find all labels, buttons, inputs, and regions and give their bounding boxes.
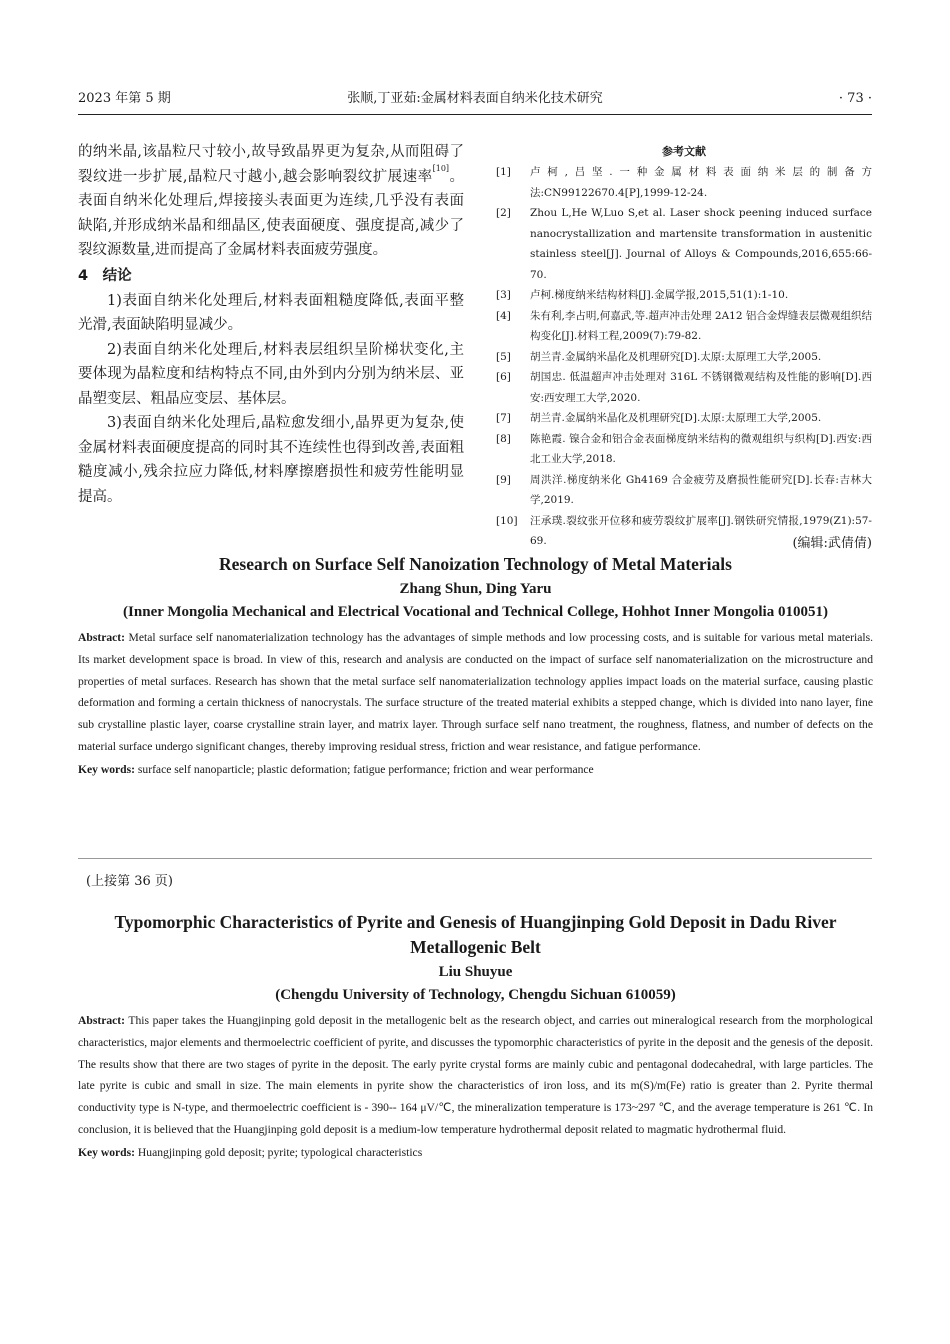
reference-item: [7] 胡兰青.金属纳米晶化及机理研究[D].太原:太原理工大学,2005. [496, 412, 822, 424]
conclusion-1: 1)表面自纳米化处理后,材料表面粗糙度降低,表面平整光滑,表面缺陷明显减少。 [78, 292, 464, 333]
references-column [496, 144, 872, 554]
reference-item: [10] 汪承璞.裂纹张开位移和疲劳裂纹扩展率[J].钢铁研究情报,1979(Z1):57-69. [496, 514, 872, 547]
paper-title-en: Typomorphic Characteristics of Pyrite and Genesis of Huangjinping Gold Deposit in Dadu River Metallogenic Belt [114, 912, 837, 957]
conclusion-2: 2)表面自纳米化处理后,材料表层组织呈阶梯状变化,主要体现为晶粒度和结构特点不同,由外到内分别为纳米层、亚晶塑变层、粗晶应变层、基体层。 [78, 341, 464, 407]
paper-affiliation-en: (Chengdu University of Technology, Chengdu Sichuan 610059) [275, 987, 676, 1003]
abstract-en: Abstract: This paper takes the Huangjinping gold deposit in the metallogenic belt as the research object, and carries out mineralogical research from the morphological characteristics, major elements and thermoelectric coefficient of pyrite, and discusses the typomorphic characteristics of pyrite in the deposit and the genesis of the deposit. The results show that there are two stages of pyrite in the deposit. The early pyrite crystal forms are mainly cubic and pentagonal dodecahedral, with large particles. The late pyrite is cubic and small in size. The main elements in pyrite show the characteristics of iron loss, and its m(S)/m(Fe) ratio is greater than 2. Pyrite thermal conductivity type is N-type, and thermoelectric coefficient is - 390-- 164 μV/℃, the mineralization temperature is 173~297 ℃, and the average temperature is 261 ℃. In conclusion, it is believed that the Huangjinping gold deposit is a medium-low temperature hydrothermal deposit related to magmatic hydrothermal fluid. [78, 1014, 873, 1136]
paper-affiliation-en: (Inner Mongolia Mechanical and Electrical Vocational and Technical College, Hohhot Inner Mongolia 010051) [123, 604, 828, 620]
paper-authors-en: Liu Shuyue [438, 964, 513, 980]
running-title: 张顺,丁亚茹:金属材料表面自纳米化技术研究 [347, 91, 603, 106]
continued-from-note: (上接第 36 页) [86, 874, 173, 889]
body-paragraph: 的纳米晶,该晶粒尺寸较小,故导致晶界更为复杂,从而阻碍了裂纹进一步扩展,晶粒尺寸越小,越会影响裂纹扩展速率[10]。表面自纳米化处理后,焊接接头表面更为连续,几乎没有表面缺陷,并形成纳米晶和细晶区,使表面硬度、强度提高,减少了裂纹源数量,进而提高了金属材料表面疲劳强度。 [78, 144, 465, 258]
paper-title-en: Research on Surface Self Nanoization Technology of Metal Materials [219, 554, 732, 574]
section-heading: 4 结论 [78, 267, 132, 284]
reference-item: [5] 胡兰青.金属纳米晶化及机理研究[D].太原:太原理工大学,2005. [496, 350, 822, 363]
paper-authors-en: Zhang Shun, Ding Yaru [399, 581, 552, 597]
reference-item: [2] Zhou L,He W,Luo S,et al. Laser shock peening induced surface nanocrystallization and martensite transformation in austenitic stainless steel[J]. Journal of Alloys & Compounds,2016,655:66-70. [496, 207, 872, 281]
english-abstract-1 [78, 552, 873, 780]
keywords-en: Key words: surface self nanoparticle; plastic deformation; fatigue performance; friction and wear performance [78, 762, 594, 776]
citation[interactable]: [10] [432, 163, 450, 173]
references-title: 参考文献 [662, 145, 706, 158]
header-rule [78, 114, 872, 115]
english-abstract-2 [78, 910, 873, 1163]
running-head [78, 88, 872, 110]
editor-note: (编辑:武倩倩) [792, 535, 872, 551]
page-number: · 73 · [838, 91, 872, 106]
section-divider [78, 858, 872, 859]
reference-item: [3] 卢柯.梯度纳米结构材料[J].金属学报,2015,51(1):1-10. [496, 289, 789, 301]
reference-item: [8] 陈艳霞. 镍合金和铝合金表面梯度纳米结构的微观组织与织构[D].西安:西北工业大学,2018. [496, 432, 872, 465]
reference-item: [6] 胡国忠. 低温超声冲击处理对 316L 不锈钢微观结构及性能的影响[D].西安:西安理工大学,2020. [496, 371, 872, 404]
body-left-column [78, 140, 464, 509]
conclusion-3: 3)表面自纳米化处理后,晶粒愈发细小,晶界更为复杂,使金属材料表面硬度提高的同时其不连续性也得到改善,表面粗糙度减小,残余拉应力降低,材料摩擦磨损性和疲劳性能明显提高。 [78, 415, 464, 505]
reference-item: [1] 卢柯,吕坚.一种金属材料表面纳米层的制备方法:CN99122670.4[P],1999-12-24. [496, 166, 872, 199]
reference-item: [4] 朱有利,李占明,何嘉武,等.超声冲击处理 2A12 铝合金焊缝表层微观组织结构变化[J].材料工程,2009(7):79-82. [496, 309, 872, 342]
journal-issue: 2023 年第 5 期 [78, 91, 171, 106]
keywords-en: Key words: Huangjinping gold deposit; pyrite; typological characteristics [78, 1145, 423, 1159]
reference-item: [9] 周洪洋.梯度纳米化 Gh4169 合金疲劳及磨损性能研究[D].长春:吉林大学,2019. [496, 473, 872, 506]
abstract-en: Abstract: Metal surface self nanomaterialization technology has the advantages of simple methods and low processing costs, and is suitable for various metal materials. Its market development space is broad. In view of this, research and analysis are conducted on the impact of surface self nanomaterialization on the microstructure and properties of metal surfaces. Research has shown that the metal surface self nanomaterialization technology applies impact loads on the material surface, causing plastic deformation and forming a certain thickness of nanocrystals. The surface structure of the treated material exhibits a stepped change, which is divided into nano layer, fine sub crystalline plastic layer, coarse crystalline strain layer, and matrix layer. Through surface self nano treatment, the roughness, flatness, and number of defects on the material surface undergo significant changes, thereby improving residual stress, friction and wear resistance, and fatigue performance. [78, 631, 873, 753]
